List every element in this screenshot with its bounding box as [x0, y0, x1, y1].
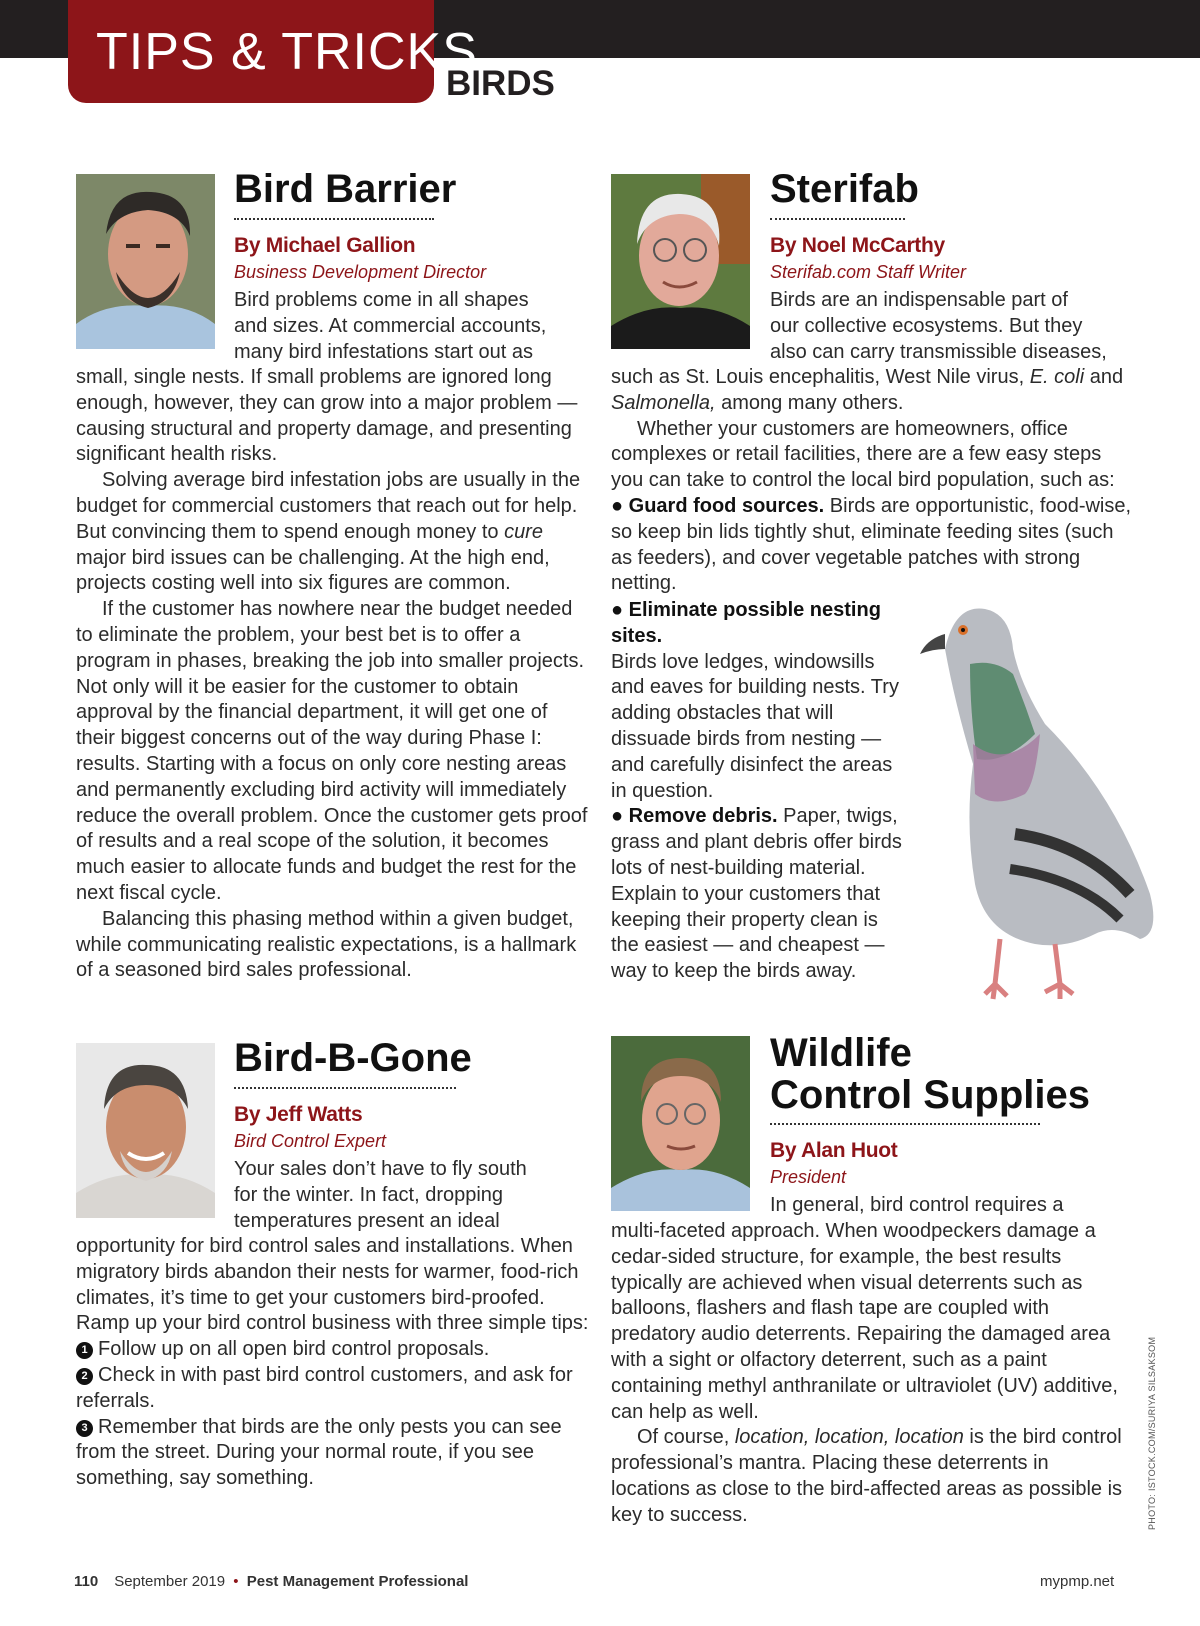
paragraph: If the customer has nowhere near the budget needed to eliminate the problem, your best bet is to offer a program in phases, breaking the job into smaller projects. Not only will it be easier for the customer to obtain approval by the financial department, it will get one of their biggest concerns out of the way during Phase I: results. Starting with a focus on only core nesting areas and permanently excluding bird activity will immediately reduce the overall problem. Once the customer gets proof of results and a real scope of the solution, it becomes much easier to allocate funds and budget the rest for the next fiscal cycle.: [76, 598, 588, 904]
company-title: [770, 1032, 1090, 1116]
title-underline: [234, 218, 434, 220]
article-body-bird-b-gone: [234, 1157, 574, 1234]
paragraph: [76, 468, 590, 597]
tip-item: [76, 1337, 590, 1363]
tip-text: Check in with past bird control customers, and ask for referrals.: [76, 1363, 573, 1412]
number-badge-icon: 2: [76, 1368, 93, 1385]
tip-text: Remember that birds are the only pests you can see from the street. During your normal route, if you see something, say something.: [76, 1415, 562, 1490]
tab-title: TIPS & TRICKS: [96, 23, 478, 81]
article-body-sterifab-cont: [611, 365, 1136, 597]
emphasis: cure: [504, 520, 543, 543]
wrap-line: Your sales don’t have to fly south: [234, 1158, 527, 1180]
bullet-heading: ● Eliminate possible nesting sites.: [611, 599, 881, 647]
author-byline: By Noel McCarthy: [770, 234, 945, 257]
article-body-bird-barrier-cont: [76, 365, 590, 984]
website-link[interactable]: mypmp.net: [1040, 1573, 1115, 1590]
company-title: Sterifab: [770, 167, 919, 211]
bullet-text: Birds love ledges, windowsills and eaves for building nests. Try adding obstacles that will dissuade birds from nesting — and carefully disinfect the areas in question.: [611, 650, 899, 802]
title-underline: [770, 1123, 1040, 1125]
wrap-line: our collective ecosystems. But they: [770, 314, 1083, 337]
paragraph: [611, 1425, 1131, 1528]
author-photo-alan-huot: [611, 1036, 750, 1211]
paragraph: small, single nests. If small problems are ignored long enough, however, they can grow into a major problem — causing structural and property damage, and presenting significant health risks.: [76, 366, 578, 466]
bullet-item: [611, 804, 911, 985]
article-body-bird-barrier: [234, 288, 574, 365]
tip-item: [76, 1363, 590, 1415]
author-photo-noel-mccarthy: [611, 174, 750, 349]
tip-item: [76, 1415, 590, 1492]
author-byline: By Alan Huot: [770, 1139, 898, 1162]
bullet-item: [611, 494, 1136, 597]
article-body-sterifab: [770, 288, 1130, 365]
pigeon-image: [915, 594, 1160, 1034]
page-number: 110: [74, 1573, 99, 1590]
text-run: Solving average bird infestation jobs are usually in the budget for commercial customers that reach out for help. But convincing them to spend enough money to: [76, 469, 581, 543]
publication-name: Pest Management Professional: [246, 1573, 469, 1590]
text-run: among many others.: [715, 391, 904, 414]
text-run: Birds are opportunistic, food-wise, so keep bin lids tightly shut, eliminate feeding sites (such as feeders), and cover vegetable patches with strong netting.: [611, 494, 1132, 595]
wrap-line: and sizes. At commercial accounts,: [234, 314, 547, 337]
number-badge-icon: 1: [76, 1342, 93, 1359]
bullet-heading: ● Remove debris.: [611, 805, 778, 828]
text-run: Of course,: [637, 1426, 735, 1449]
wrap-line: for the winter. In fact, dropping: [234, 1183, 504, 1206]
bullet-heading: ● Guard food sources.: [611, 494, 825, 517]
company-title: Bird Barrier: [234, 167, 457, 211]
article-body-wildlife: [770, 1193, 1130, 1219]
emphasis: location, location, location: [734, 1426, 964, 1449]
text-run: such as St. Louis encephalitis, West Nile virus,: [611, 366, 1030, 388]
wrap-line: also can carry transmissible diseases,: [770, 340, 1107, 363]
article-body-bird-b-gone-cont: [76, 1234, 590, 1492]
author-role: Sterifab.com Staff Writer: [770, 262, 967, 282]
title-underline: [234, 1087, 456, 1089]
wrap-line: Birds are an indispensable part of: [770, 289, 1068, 311]
author-photo-michael-gallion: [76, 174, 215, 349]
company-title-line: Control Supplies: [770, 1073, 1090, 1117]
author-byline: By Michael Gallion: [234, 234, 416, 257]
number-badge-icon: 3: [76, 1420, 93, 1437]
text-run: Paper, twigs, grass and plant debris offer birds lots of nest-building material. Explain to your customers that keeping their property clean is the easiest — and cheapest — way to keep the birds away.: [611, 805, 902, 983]
text-run: and: [1084, 366, 1124, 388]
wrap-line: Bird problems come in all shapes: [234, 289, 529, 311]
article-body-wildlife-cont: [611, 1219, 1131, 1529]
author-role: President: [770, 1167, 847, 1187]
footer-separator: •: [233, 1573, 239, 1590]
author-role: Business Development Director: [234, 262, 487, 282]
author-photo-jeff-watts: [76, 1043, 215, 1218]
wrap-line: many bird infestations start out as: [234, 340, 534, 363]
text-run: is the bird control professional’s mantra. Placing these deterrents in locations as close to the bird-affected areas as possible is key to success.: [611, 1426, 1123, 1526]
wrap-line: temperatures present an ideal: [234, 1209, 500, 1232]
emphasis: Salmonella,: [611, 391, 716, 414]
issue-date: September 2019: [114, 1573, 226, 1590]
photo-credit: PHOTO: ISTOCK.COM/SURIYA SILSAKSOM: [1147, 1336, 1157, 1530]
footer-left: [74, 1574, 468, 1589]
company-title-line: Wildlife: [770, 1031, 912, 1075]
author-role: Bird Control Expert: [234, 1131, 387, 1151]
paragraph: Balancing this phasing method within a given budget, while communicating realistic expectations, is a hallmark of a seasoned bird sales professional.: [76, 907, 577, 982]
paragraph: multi-faceted approach. When woodpeckers damage a cedar-sided structure, for example, the best results typically are achieved when visual deterrents such as balloons, flashers and flash tape are coupled with predatory audio deterrents. Repairing the damaged area with a sight or olfactory deterrent, such as a paint containing methyl anthranilate or ultraviolet (UV) additive, can help as well.: [611, 1220, 1118, 1423]
emphasis: E. coli: [1029, 366, 1085, 388]
paragraph: [611, 365, 1136, 417]
text-run: major bird issues can be challenging. At the high end, projects costing well into six figures are common.: [76, 546, 550, 595]
author-byline: By Jeff Watts: [234, 1103, 363, 1126]
section-label: BIRDS: [446, 64, 555, 103]
paragraph: opportunity for bird control sales and installations. When migratory birds abandon their nests for warmer, food-rich climates, it’s time to get your customers bird-proofed. Ramp up your bird control business with three simple tips:: [76, 1235, 589, 1335]
company-title: Bird-B-Gone: [234, 1036, 472, 1080]
wrap-line: In general, bird control requires a: [770, 1194, 1064, 1216]
tip-text: Follow up on all open bird control proposals.: [98, 1338, 490, 1361]
article-body-sterifab-bullets: [611, 598, 911, 985]
title-underline: [770, 218, 905, 220]
paragraph: Whether your customers are homeowners, office complexes or retail facilities, there are a few easy steps you can take to control the local bird population, such as:: [611, 417, 1115, 492]
